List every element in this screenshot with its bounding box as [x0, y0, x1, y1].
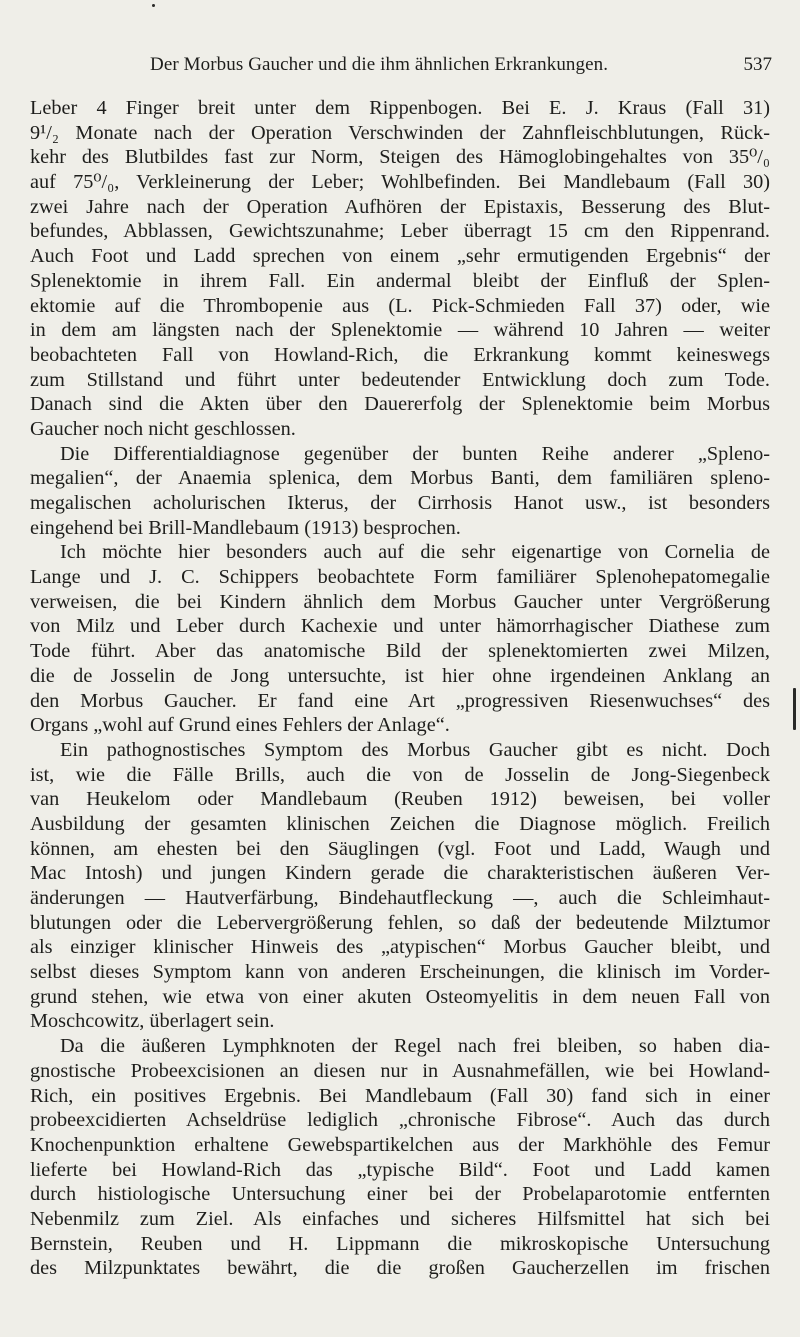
- text-line: Leber 4 Finger breit unter dem Rippenbogen. Bei E. J. Kraus (Fall 31): [30, 97, 770, 119]
- page-header: [30, 54, 772, 82]
- text-line: änderungen — Hautverfärbung, Bindehautfleckung —, auch die Schleimhaut-: [30, 887, 770, 909]
- text-line: Da die äußeren Lymphknoten der Regel nach frei bleiben, so haben dia-: [60, 1035, 770, 1058]
- text-line: ist, wie die Fälle Brills, auch die von de Josselin de Jong-Siegenbeck: [30, 763, 770, 786]
- text-line: Bernstein, Reuben und H. Lippmann die mikroskopische Untersuchung: [30, 1232, 770, 1255]
- text-line: eingehend bei Brill-Mandlebaum (1913) besprochen.: [30, 516, 461, 539]
- text-line: zum Stillstand und führt unter bedeutender Entwicklung doch zum Tode.: [30, 368, 770, 391]
- text-line: Splenektomie in ihrem Fall. Ein andermal bleibt der Einfluß der Splen-: [30, 269, 770, 292]
- text-line: des Milzpunktates bewährt, die die großen Gaucherzellen im frischen: [30, 1257, 770, 1280]
- text-line: lieferte bei Howland-Rich das „typische Bild“. Foot und Ladd kamen: [30, 1158, 770, 1181]
- text-line: Mac Intosh) und jungen Kindern gerade die charakteristischen äußeren Ver-: [30, 862, 770, 885]
- text-line: blutungen oder die Lebervergrößerung fehlen, so daß der bedeutende Milztumor: [30, 911, 770, 934]
- text-line: Moschcowitz, überlagert sein.: [30, 1010, 275, 1033]
- text-line: megalien“, der Anaemia splenica, dem Morbus Banti, dem familiären spleno-: [30, 467, 770, 490]
- text-line: die de Josselin de Jong untersuchte, ist hier ohne irgendeinen Anklang an: [30, 664, 770, 687]
- text-line: probeexcidierten Achseldrüse lediglich „chronische Fibrose“. Auch das durch: [30, 1109, 770, 1132]
- text-line: Lange und J. C. Schippers beobachtete Form familiärer Splenohepatomegalie: [30, 566, 770, 589]
- text-line: Organs „wohl auf Grund eines Fehlers der Anlage“.: [30, 714, 450, 737]
- text-line: befundes, Abblassen, Gewichtszunahme; Leber überragt 15 cm den Rippenrand.: [30, 220, 770, 243]
- text-line: Auch Foot und Ladd sprechen von einem „sehr ermutigenden Ergebnis“ der: [30, 245, 770, 268]
- text-line: beobachteten Fall von Howland-Rich, die Erkrankung kommt keineswegs: [30, 343, 770, 366]
- print-speck: [793, 688, 796, 730]
- text-line: kehr des Blutbildes fast zur Norm, Steigen des Hämoglobingehaltes von 35⁰/₀: [30, 146, 770, 169]
- running-title: Der Morbus Gaucher und die ihm ähnlichen Erkrankungen.: [150, 54, 609, 75]
- text-line: können, am ehesten bei den Säuglingen (vgl. Foot und Ladd, Waugh und: [30, 837, 770, 860]
- text-line: Ich möchte hier besonders auch auf die sehr eigenartige von Cornelia de: [60, 541, 770, 564]
- text-line: den Morbus Gaucher. Er fand eine Art „progressiven Riesenwuchses“ des: [30, 689, 770, 712]
- text-line: megalischen acholurischen Ikterus, der Cirrhosis Hanot usw., ist besonders: [30, 492, 770, 514]
- text-line: Die Differentialdiagnose gegenüber der bunten Reihe anderer „Spleno-: [60, 442, 770, 465]
- text-line: durch histiologische Untersuchung einer bei der Probelaparotomie entfernten: [30, 1183, 770, 1206]
- text-line: 9¹/₂ Monate nach der Operation Verschwinden der Zahnfleischblutungen, Rück-: [30, 121, 770, 144]
- text-line: Rich, ein positives Ergebnis. Bei Mandlebaum (Fall 30) fand sich in einer: [30, 1084, 770, 1107]
- text-line: Danach sind die Akten über den Dauererfolg der Splenektomie beim Morbus: [30, 393, 770, 416]
- text-line: als einziger klinischer Hinweis des „atypischen“ Morbus Gaucher bleibt, und: [30, 936, 770, 959]
- text-line: Gaucher noch nicht geschlossen.: [30, 417, 296, 440]
- text-line: grund stehen, wie etwa von einer akuten Osteomyelitis in dem neuen Fall von: [30, 985, 770, 1008]
- page-number: 537: [743, 54, 772, 75]
- text-line: gnostische Probeexcisionen an diesen nur in Ausnahmefällen, wie bei Howland-: [30, 1059, 770, 1082]
- text-line: Knochenpunktion erhaltene Gewebspartikelchen aus der Markhöhle des Femur: [30, 1133, 770, 1156]
- text-line: von Milz und Leber durch Kachexie und unter hämorrhagischer Diathese zum: [30, 615, 770, 638]
- text-line: selbst dieses Symptom kann von anderen Erscheinungen, die klinisch im Vorder-: [30, 961, 770, 984]
- text-line: Nebenmilz zum Ziel. Als einfaches und sicheres Hilfsmittel hat sich bei: [30, 1207, 770, 1230]
- text-line: ektomie auf die Thrombopenie aus (L. Pick-Schmieden Fall 37) oder, wie: [30, 294, 770, 317]
- text-line: verweisen, die bei Kindern ähnlich dem Morbus Gaucher unter Vergrößerung: [30, 590, 770, 613]
- text-line: Ausbildung der gesamten klinischen Zeichen die Diagnose möglich. Freilich: [30, 812, 770, 835]
- text-line: Tode führt. Aber das anatomische Bild der splenektomierten zwei Milzen,: [30, 640, 770, 663]
- text-line: van Heukelom oder Mandlebaum (Reuben 1912) beweisen, bei voller: [30, 788, 770, 811]
- body-text: [30, 96, 770, 1281]
- text-line: auf 75⁰/₀, Verkleinerung der Leber; Wohlbefinden. Bei Mandlebaum (Fall 30): [30, 171, 770, 194]
- text-line: in dem am längsten nach der Splenektomie — während 10 Jahren — weiter: [30, 319, 770, 342]
- text-line: zwei Jahre nach der Operation Aufhören der Epistaxis, Besserung des Blut-: [30, 195, 770, 218]
- text-line: Ein pathognostisches Symptom des Morbus Gaucher gibt es nicht. Doch: [60, 738, 770, 761]
- print-speck: [152, 4, 155, 7]
